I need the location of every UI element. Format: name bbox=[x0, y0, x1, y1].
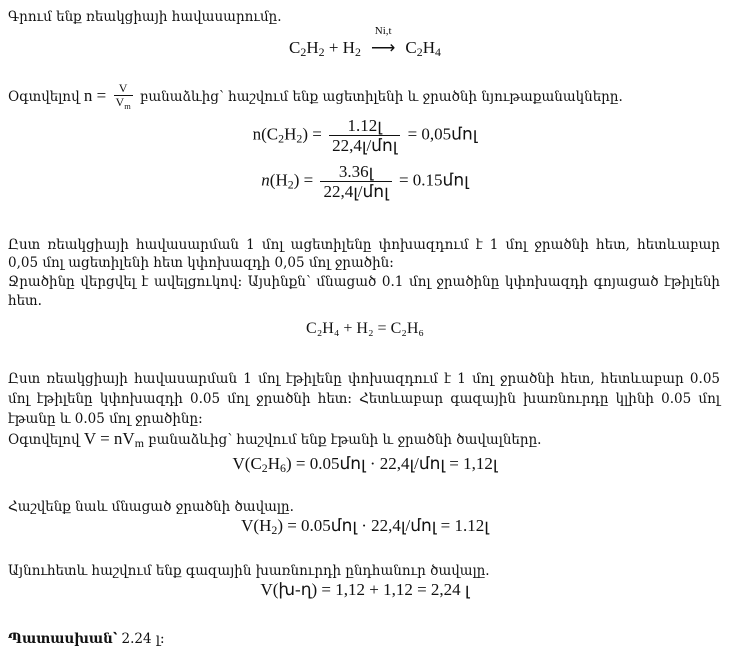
answer-label: Պատասխան՝ bbox=[8, 631, 118, 647]
paragraph-4: Հաշվենք նաև մնացած ջրածնի ծավալը. bbox=[8, 499, 294, 515]
paragraph-2-line-4: հետ. bbox=[8, 293, 42, 309]
formula-n: n = bbox=[83, 86, 107, 105]
paragraph-2-line-3: Ջրածինը վերցվել է ավելցուկով: Այսինքն՝ մնացած 0.1 մոլ ջրածինը կփոխազդի գոյացած էթիլենի bbox=[8, 274, 720, 290]
paragraph-3-line-1: Ըստ ռեակցիայի հավասարման 1 մոլ էթիլենը փոխազդում է 1 մոլ ջրածնի հետ, հետևաբար 0.05 bbox=[8, 371, 720, 387]
reaction-equation-1: $C_2H_2 + H_2$ Ni,t ⟶ $C_2H_4$ bbox=[289, 25, 441, 59]
formula-intro: Օգտվելով n = $\frac{V}{V_m}$ բանաձևից՝ հաշվում ենք ացետիլենի և ջրածնի նյութաքանակները. bbox=[8, 81, 623, 111]
calc-total-volume: V(խ-ղ) = 1,12 + 1,12 = 2,24 լ bbox=[260, 580, 470, 599]
reaction-arrow: Ni,t ⟶ bbox=[370, 25, 396, 57]
paragraph-3-line-3: էթանը և 0.05 մոլ ջրածինը: bbox=[8, 411, 203, 427]
calc-moles-hydrogen: $n(H_2)$ = $\frac{\text{3.36լ}}{\text{22,4լ/մոլ}}$ = 0.15մոլ bbox=[261, 162, 469, 201]
answer-value: 2.24 լ: bbox=[117, 631, 165, 647]
paragraph-3-line-4: Օգտվելով $V = nV_m$ բանաձևից՝ հաշվում ենք էթանի և ջրածնի ծավալները. bbox=[8, 429, 542, 450]
calc-volume-ethane: $V(C_2H_6)$ = 0.05մոլ · 22,4լ/մոլ = 1,12լ bbox=[232, 454, 498, 475]
formula-v: $V = nV_m$ bbox=[83, 429, 144, 450]
intro-text: Գրում ենք ռեակցիայի հավասարումը. bbox=[8, 9, 282, 25]
calc-moles-acetylene: $n(C_2H_2)$ = $\frac{\text{1.12լ}}{\text{22,4լ/մոլ}}$ = 0,05մոլ bbox=[252, 116, 478, 155]
paragraph-3-line-2: մոլ էթիլենը կփոխազդի 0.05 մոլ ջրածնի հետ: Հետևաբար գազային խառնուրդը կլինի 0.05 մոլ bbox=[8, 391, 720, 407]
calc-volume-hydrogen: $V(H_2)$ = 0.05մոլ · 22,4լ/մոլ = 1.12լ bbox=[241, 516, 489, 537]
paragraph-2-line-2: 0,05 մոլ ացետիլենի հետ կփոխազդի 0,05 մոլ ջրածին: bbox=[8, 255, 394, 271]
answer bbox=[8, 630, 720, 648]
paragraph-2-line-1: Ըստ ռեակցիայի հավասարման 1 մոլ ացետիլենը փոխազդում է 1 մոլ ջրածնի հետ, հետևաբար bbox=[8, 237, 720, 253]
paragraph-5: Այնուհետև հաշվում ենք գազային խառնուրդի ընդհանուր ծավալը. bbox=[8, 563, 490, 579]
reaction-equation-2: C₂H₄ + H₂ = C₂H₆ bbox=[306, 320, 424, 337]
formula-n-fraction: $\frac{V}{V_m}$ bbox=[115, 81, 131, 111]
